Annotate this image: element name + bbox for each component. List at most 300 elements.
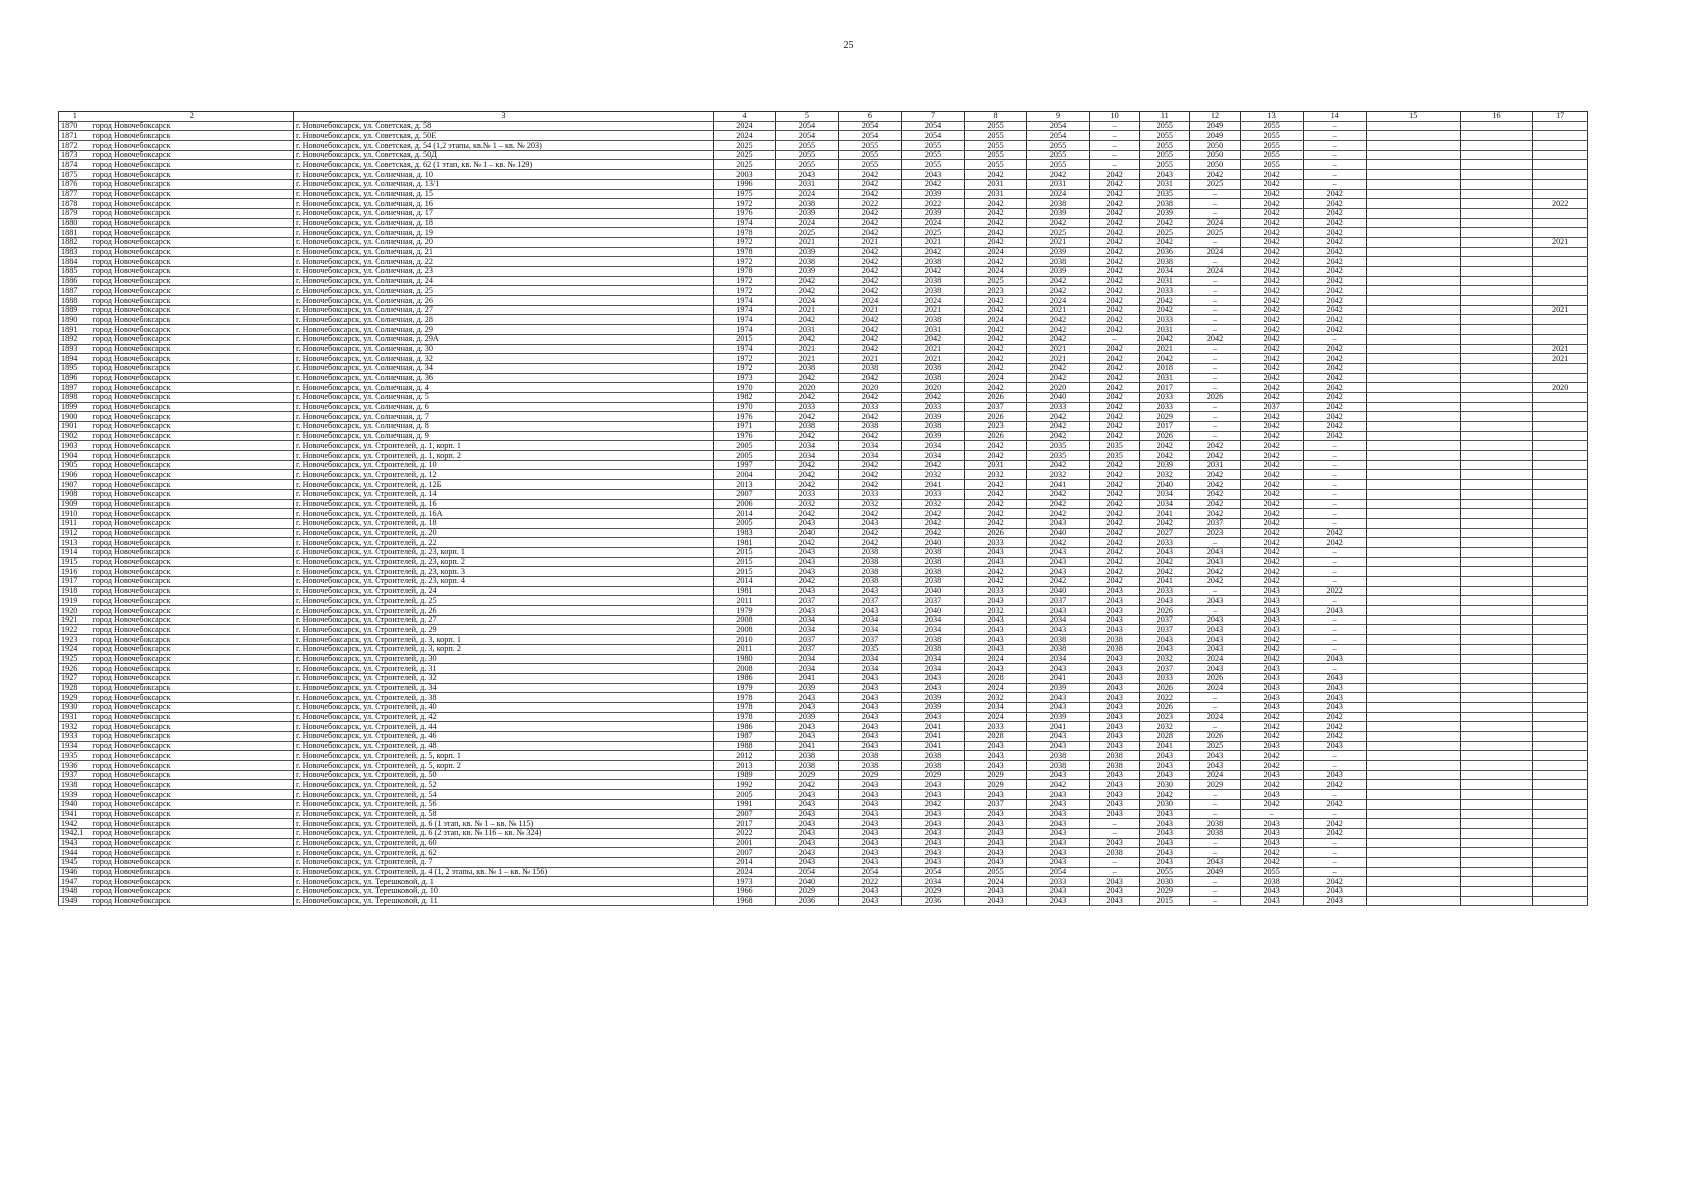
cell-col-3: г. Новочебоксарск, ул. Солнечная, д. 36 <box>294 373 714 383</box>
cell-col-7: 2043 <box>901 819 964 829</box>
cell-col-15 <box>1366 354 1460 364</box>
cell-col-6: 2054 <box>838 121 901 131</box>
header-cell-8: 8 <box>965 112 1027 122</box>
cell-col-5: 2041 <box>775 741 838 751</box>
cell-col-12: – <box>1190 838 1240 848</box>
cell-col-8: 2043 <box>965 761 1027 771</box>
cell-col-17 <box>1533 315 1588 325</box>
cell-col-7: 2039 <box>901 693 964 703</box>
cell-col-7: 2043 <box>901 683 964 693</box>
cell-col-6: 2054 <box>838 867 901 877</box>
cell-col-3: г. Новочебоксарск, ул. Строителей, д. 38 <box>294 693 714 703</box>
table-row <box>59 141 1588 151</box>
table-row <box>59 538 1588 548</box>
cell-col-12: 2049 <box>1190 131 1240 141</box>
cell-col-10: 2042 <box>1090 460 1140 470</box>
cell-col-11: 2043 <box>1140 547 1190 557</box>
cell-col-17 <box>1533 857 1588 867</box>
cell-col-6: 2043 <box>838 828 901 838</box>
cell-col-11: 2041 <box>1140 577 1190 587</box>
cell-col-17 <box>1533 141 1588 151</box>
cell-col-16 <box>1460 451 1533 461</box>
cell-col-16 <box>1460 683 1533 693</box>
cell-col-1: 1913 <box>59 538 91 548</box>
cell-col-4: 1970 <box>713 383 775 393</box>
cell-col-9: 2039 <box>1026 683 1089 693</box>
cell-col-2: город Новочебоксарск <box>91 228 294 238</box>
cell-col-2: город Новочебоксарск <box>91 683 294 693</box>
cell-col-1: 1901 <box>59 422 91 432</box>
cell-col-8: 2043 <box>965 809 1027 819</box>
cell-col-13: 2043 <box>1240 790 1303 800</box>
cell-col-4: 1974 <box>713 325 775 335</box>
cell-col-9: 2054 <box>1026 867 1089 877</box>
cell-col-5: 2038 <box>775 199 838 209</box>
table-row <box>59 644 1588 654</box>
cell-col-16 <box>1460 170 1533 180</box>
cell-col-3: г. Новочебоксарск, ул. Строителей, д. 23, корп. 1 <box>294 547 714 557</box>
cell-col-8: 2042 <box>965 383 1027 393</box>
cell-col-16 <box>1460 315 1533 325</box>
cell-col-2: город Новочебоксарск <box>91 315 294 325</box>
cell-col-7: 2043 <box>901 673 964 683</box>
cell-col-4: 2022 <box>713 828 775 838</box>
cell-col-2: город Новочебоксарск <box>91 150 294 160</box>
table-row <box>59 344 1588 354</box>
cell-col-1: 1886 <box>59 276 91 286</box>
table-row <box>59 722 1588 732</box>
cell-col-4: 1972 <box>713 199 775 209</box>
cell-col-4: 2010 <box>713 635 775 645</box>
table-row <box>59 286 1588 296</box>
cell-col-11: 2055 <box>1140 141 1190 151</box>
cell-col-10: 2042 <box>1090 509 1140 519</box>
cell-col-4: 1972 <box>713 354 775 364</box>
table-row <box>59 799 1588 809</box>
cell-col-17 <box>1533 896 1588 906</box>
cell-col-11: 2031 <box>1140 276 1190 286</box>
cell-col-12: 2043 <box>1190 751 1240 761</box>
cell-col-10: 2042 <box>1090 402 1140 412</box>
cell-col-15 <box>1366 673 1460 683</box>
cell-col-5: 2043 <box>775 170 838 180</box>
cell-col-17 <box>1533 722 1588 732</box>
cell-col-13: 2042 <box>1240 383 1303 393</box>
cell-col-8: 2042 <box>965 237 1027 247</box>
cell-col-10: 2043 <box>1090 702 1140 712</box>
cell-col-8: 2031 <box>965 179 1027 189</box>
table-row <box>59 189 1588 199</box>
cell-col-5: 2038 <box>775 422 838 432</box>
table-row <box>59 121 1588 131</box>
cell-col-5: 2038 <box>775 761 838 771</box>
cell-col-14: 2042 <box>1303 828 1366 838</box>
cell-col-8: 2029 <box>965 780 1027 790</box>
cell-col-8: 2042 <box>965 228 1027 238</box>
cell-col-11: 2043 <box>1140 751 1190 761</box>
cell-col-12: – <box>1190 305 1240 315</box>
cell-col-13: 2042 <box>1240 518 1303 528</box>
cell-col-7: 2024 <box>901 296 964 306</box>
cell-col-2: город Новочебоксарск <box>91 286 294 296</box>
table-row <box>59 828 1588 838</box>
cell-col-6: 2021 <box>838 237 901 247</box>
cell-col-1: 1940 <box>59 799 91 809</box>
cell-col-1: 1929 <box>59 693 91 703</box>
cell-col-17 <box>1533 538 1588 548</box>
cell-col-8: 2032 <box>965 693 1027 703</box>
table-row <box>59 315 1588 325</box>
cell-col-17: 2021 <box>1533 305 1588 315</box>
register-table <box>58 111 1588 906</box>
cell-col-9: 2043 <box>1026 567 1089 577</box>
cell-col-3: г. Новочебоксарск, ул. Солнечная, д. 29А <box>294 334 714 344</box>
cell-col-11: 2031 <box>1140 373 1190 383</box>
cell-col-1: 1872 <box>59 141 91 151</box>
cell-col-2: город Новочебоксарск <box>91 412 294 422</box>
cell-col-11: 2039 <box>1140 208 1190 218</box>
cell-col-12: 2042 <box>1190 509 1240 519</box>
cell-col-10: 2042 <box>1090 528 1140 538</box>
cell-col-10: – <box>1090 131 1140 141</box>
cell-col-9: 2043 <box>1026 732 1089 742</box>
cell-col-3: г. Новочебоксарск, ул. Строителей, д. 56 <box>294 799 714 809</box>
cell-col-6: 2034 <box>838 664 901 674</box>
cell-col-17 <box>1533 693 1588 703</box>
cell-col-7: 2024 <box>901 218 964 228</box>
cell-col-6: 2021 <box>838 305 901 315</box>
cell-col-17 <box>1533 228 1588 238</box>
cell-col-3: г. Новочебоксарск, ул. Советская, д. 54 (1,2 этапы, кв.№ 1 – кв. № 203) <box>294 141 714 151</box>
cell-col-9: 2034 <box>1026 654 1089 664</box>
cell-col-3: г. Новочебоксарск, ул. Строителей, д. 40 <box>294 702 714 712</box>
cell-col-11: 2034 <box>1140 489 1190 499</box>
cell-col-12: – <box>1190 790 1240 800</box>
cell-col-17 <box>1533 712 1588 722</box>
cell-col-6: 2024 <box>838 296 901 306</box>
cell-col-12: 2026 <box>1190 392 1240 402</box>
cell-col-10: – <box>1090 334 1140 344</box>
cell-col-2: город Новочебоксарск <box>91 770 294 780</box>
cell-col-2: город Новочебоксарск <box>91 615 294 625</box>
cell-col-17 <box>1533 334 1588 344</box>
cell-col-3: г. Новочебоксарск, ул. Советская, д. 62 (1 этап, кв. № 1 – кв. № 129) <box>294 160 714 170</box>
cell-col-12: – <box>1190 422 1240 432</box>
cell-col-7: 2043 <box>901 790 964 800</box>
cell-col-15 <box>1366 790 1460 800</box>
cell-col-14: – <box>1303 451 1366 461</box>
cell-col-9: 2021 <box>1026 305 1089 315</box>
cell-col-5: 2021 <box>775 237 838 247</box>
cell-col-13: 2042 <box>1240 354 1303 364</box>
cell-col-13: 2042 <box>1240 392 1303 402</box>
cell-col-13: 2042 <box>1240 451 1303 461</box>
cell-col-17 <box>1533 596 1588 606</box>
cell-col-5: 2039 <box>775 247 838 257</box>
cell-col-17 <box>1533 480 1588 490</box>
table-row <box>59 363 1588 373</box>
cell-col-2: город Новочебоксарск <box>91 257 294 267</box>
cell-col-3: г. Новочебоксарск, ул. Солнечная, д. 21 <box>294 247 714 257</box>
cell-col-6: 2042 <box>838 412 901 422</box>
cell-col-17 <box>1533 780 1588 790</box>
cell-col-14: – <box>1303 790 1366 800</box>
cell-col-15 <box>1366 644 1460 654</box>
cell-col-5: 2043 <box>775 586 838 596</box>
cell-col-16 <box>1460 373 1533 383</box>
cell-col-8: 2024 <box>965 267 1027 277</box>
cell-col-4: 1991 <box>713 799 775 809</box>
cell-col-14: 2042 <box>1303 732 1366 742</box>
cell-col-1: 1939 <box>59 790 91 800</box>
cell-col-13: 2042 <box>1240 179 1303 189</box>
cell-col-9: 2043 <box>1026 848 1089 858</box>
cell-col-2: город Новочебоксарск <box>91 121 294 131</box>
cell-col-4: 1976 <box>713 412 775 422</box>
cell-col-9: 2043 <box>1026 702 1089 712</box>
cell-col-9: 2043 <box>1026 857 1089 867</box>
cell-col-11: 2042 <box>1140 334 1190 344</box>
cell-col-8: 2042 <box>965 577 1027 587</box>
cell-col-3: г. Новочебоксарск, ул. Строителей, д. 14 <box>294 489 714 499</box>
cell-col-16 <box>1460 218 1533 228</box>
cell-col-5: 2042 <box>775 373 838 383</box>
cell-col-14: – <box>1303 509 1366 519</box>
cell-col-8: 2042 <box>965 441 1027 451</box>
cell-col-5: 2055 <box>775 160 838 170</box>
cell-col-8: 2043 <box>965 887 1027 897</box>
cell-col-4: 1976 <box>713 431 775 441</box>
cell-col-12: 2043 <box>1190 664 1240 674</box>
cell-col-17 <box>1533 286 1588 296</box>
cell-col-16 <box>1460 751 1533 761</box>
cell-col-14: – <box>1303 518 1366 528</box>
cell-col-17 <box>1533 702 1588 712</box>
cell-col-3: г. Новочебоксарск, ул. Строителей, д. 18 <box>294 518 714 528</box>
cell-col-7: 2038 <box>901 567 964 577</box>
cell-col-5: 2039 <box>775 712 838 722</box>
cell-col-1: 1877 <box>59 189 91 199</box>
cell-col-6: 2043 <box>838 741 901 751</box>
cell-col-2: город Новочебоксарск <box>91 528 294 538</box>
cell-col-8: 2043 <box>965 635 1027 645</box>
cell-col-5: 2033 <box>775 489 838 499</box>
cell-col-6: 2055 <box>838 150 901 160</box>
cell-col-8: 2024 <box>965 315 1027 325</box>
cell-col-5: 2043 <box>775 809 838 819</box>
cell-col-12: – <box>1190 722 1240 732</box>
cell-col-12: – <box>1190 325 1240 335</box>
cell-col-2: город Новочебоксарск <box>91 809 294 819</box>
cell-col-1: 1925 <box>59 654 91 664</box>
cell-col-6: 2042 <box>838 509 901 519</box>
cell-col-2: город Новочебоксарск <box>91 606 294 616</box>
cell-col-12: – <box>1190 354 1240 364</box>
cell-col-16 <box>1460 741 1533 751</box>
cell-col-10: 2043 <box>1090 722 1140 732</box>
table-row <box>59 150 1588 160</box>
cell-col-14: 2042 <box>1303 373 1366 383</box>
cell-col-9: 2021 <box>1026 354 1089 364</box>
cell-col-8: 2028 <box>965 732 1027 742</box>
cell-col-11: 2055 <box>1140 121 1190 131</box>
cell-col-15 <box>1366 625 1460 635</box>
cell-col-13: 2042 <box>1240 373 1303 383</box>
cell-col-9: 2038 <box>1026 761 1089 771</box>
cell-col-5: 2020 <box>775 383 838 393</box>
cell-col-4: 1982 <box>713 392 775 402</box>
cell-col-5: 2043 <box>775 693 838 703</box>
cell-col-5: 2054 <box>775 121 838 131</box>
cell-col-10: 2038 <box>1090 644 1140 654</box>
cell-col-13: 2042 <box>1240 267 1303 277</box>
cell-col-8: 2055 <box>965 131 1027 141</box>
cell-col-5: 2042 <box>775 460 838 470</box>
cell-col-12: – <box>1190 431 1240 441</box>
cell-col-6: 2034 <box>838 451 901 461</box>
cell-col-12: 2043 <box>1190 596 1240 606</box>
cell-col-5: 2054 <box>775 131 838 141</box>
cell-col-14: 2042 <box>1303 315 1366 325</box>
cell-col-1: 1922 <box>59 625 91 635</box>
cell-col-4: 2008 <box>713 625 775 635</box>
cell-col-14: 2042 <box>1303 189 1366 199</box>
cell-col-11: 2042 <box>1140 354 1190 364</box>
cell-col-6: 2042 <box>838 257 901 267</box>
cell-col-11: 2021 <box>1140 344 1190 354</box>
cell-col-17 <box>1533 257 1588 267</box>
table-row <box>59 441 1588 451</box>
table-row <box>59 199 1588 209</box>
cell-col-2: город Новочебоксарск <box>91 732 294 742</box>
cell-col-5: 2034 <box>775 625 838 635</box>
cell-col-1: 1876 <box>59 179 91 189</box>
cell-col-3: г. Новочебоксарск, ул. Строителей, д. 4 (1, 2 этапы, кв. № 1 – кв. № 156) <box>294 867 714 877</box>
cell-col-3: г. Новочебоксарск, ул. Строителей, д. 10 <box>294 460 714 470</box>
cell-col-12: – <box>1190 199 1240 209</box>
cell-col-2: город Новочебоксарск <box>91 702 294 712</box>
cell-col-10: 2043 <box>1090 770 1140 780</box>
cell-col-2: город Новочебоксарск <box>91 218 294 228</box>
cell-col-16 <box>1460 131 1533 141</box>
cell-col-15 <box>1366 422 1460 432</box>
cell-col-9: 2043 <box>1026 799 1089 809</box>
cell-col-8: 2042 <box>965 489 1027 499</box>
cell-col-4: 2007 <box>713 489 775 499</box>
cell-col-7: 2041 <box>901 722 964 732</box>
cell-col-11: 2043 <box>1140 761 1190 771</box>
cell-col-17 <box>1533 499 1588 509</box>
cell-col-3: г. Новочебоксарск, ул. Терешковой, д. 10 <box>294 887 714 897</box>
cell-col-11: 2043 <box>1140 838 1190 848</box>
table-row <box>59 596 1588 606</box>
cell-col-2: город Новочебоксарск <box>91 305 294 315</box>
table-row <box>59 179 1588 189</box>
cell-col-12: 2042 <box>1190 170 1240 180</box>
cell-col-14: 2043 <box>1303 741 1366 751</box>
cell-col-4: 2015 <box>713 567 775 577</box>
cell-col-16 <box>1460 189 1533 199</box>
cell-col-2: город Новочебоксарск <box>91 422 294 432</box>
cell-col-1: 1915 <box>59 557 91 567</box>
cell-col-17 <box>1533 809 1588 819</box>
cell-col-7: 2029 <box>901 887 964 897</box>
cell-col-11: 2042 <box>1140 567 1190 577</box>
cell-col-1: 1942.1 <box>59 828 91 838</box>
cell-col-7: 2055 <box>901 141 964 151</box>
cell-col-10: 2035 <box>1090 451 1140 461</box>
cell-col-5: 2024 <box>775 189 838 199</box>
cell-col-7: 2034 <box>901 664 964 674</box>
header-cell-4: 4 <box>713 112 775 122</box>
cell-col-5: 2043 <box>775 606 838 616</box>
cell-col-3: г. Новочебоксарск, ул. Строителей, д. 7 <box>294 857 714 867</box>
cell-col-3: г. Новочебоксарск, ул. Строителей, д. 29 <box>294 625 714 635</box>
cell-col-11: 2030 <box>1140 877 1190 887</box>
cell-col-5: 2043 <box>775 567 838 577</box>
cell-col-5: 2042 <box>775 315 838 325</box>
cell-col-15 <box>1366 325 1460 335</box>
cell-col-10: 2042 <box>1090 363 1140 373</box>
cell-col-11: 2031 <box>1140 325 1190 335</box>
cell-col-17 <box>1533 509 1588 519</box>
cell-col-17 <box>1533 402 1588 412</box>
cell-col-7: 2040 <box>901 606 964 616</box>
cell-col-16 <box>1460 208 1533 218</box>
cell-col-15 <box>1366 683 1460 693</box>
cell-col-5: 2033 <box>775 402 838 412</box>
cell-col-3: г. Новочебоксарск, ул. Солнечная, д. 34 <box>294 363 714 373</box>
cell-col-8: 2023 <box>965 422 1027 432</box>
cell-col-13: 2042 <box>1240 315 1303 325</box>
cell-col-13: 2042 <box>1240 751 1303 761</box>
cell-col-2: город Новочебоксарск <box>91 131 294 141</box>
cell-col-14: – <box>1303 809 1366 819</box>
cell-col-12: 2025 <box>1190 179 1240 189</box>
table-row <box>59 480 1588 490</box>
cell-col-6: 2038 <box>838 761 901 771</box>
cell-col-11: 2017 <box>1140 422 1190 432</box>
cell-col-2: город Новочебоксарск <box>91 199 294 209</box>
cell-col-15 <box>1366 344 1460 354</box>
cell-col-3: г. Новочебоксарск, ул. Строителей, д. 1, корп. 2 <box>294 451 714 461</box>
cell-col-3: г. Новочебоксарск, ул. Солнечная, д. 32 <box>294 354 714 364</box>
cell-col-12: 2026 <box>1190 673 1240 683</box>
cell-col-14: – <box>1303 838 1366 848</box>
cell-col-6: 2042 <box>838 218 901 228</box>
table-row <box>59 247 1588 257</box>
cell-col-7: 2039 <box>901 412 964 422</box>
cell-col-9: 2042 <box>1026 499 1089 509</box>
cell-col-11: 2027 <box>1140 528 1190 538</box>
cell-col-7: 2034 <box>901 441 964 451</box>
cell-col-3: г. Новочебоксарск, ул. Советская, д. 58 <box>294 121 714 131</box>
cell-col-3: г. Новочебоксарск, ул. Солнечная, д. 10 <box>294 170 714 180</box>
cell-col-7: 2034 <box>901 877 964 887</box>
cell-col-8: 2042 <box>965 499 1027 509</box>
cell-col-14: – <box>1303 557 1366 567</box>
cell-col-12: 2024 <box>1190 712 1240 722</box>
cell-col-11: 2043 <box>1140 644 1190 654</box>
cell-col-10: 2042 <box>1090 170 1140 180</box>
cell-col-4: 2003 <box>713 170 775 180</box>
cell-col-14: – <box>1303 170 1366 180</box>
cell-col-10: – <box>1090 141 1140 151</box>
cell-col-10: 2042 <box>1090 189 1140 199</box>
cell-col-6: 2043 <box>838 848 901 858</box>
cell-col-16 <box>1460 160 1533 170</box>
cell-col-16 <box>1460 325 1533 335</box>
